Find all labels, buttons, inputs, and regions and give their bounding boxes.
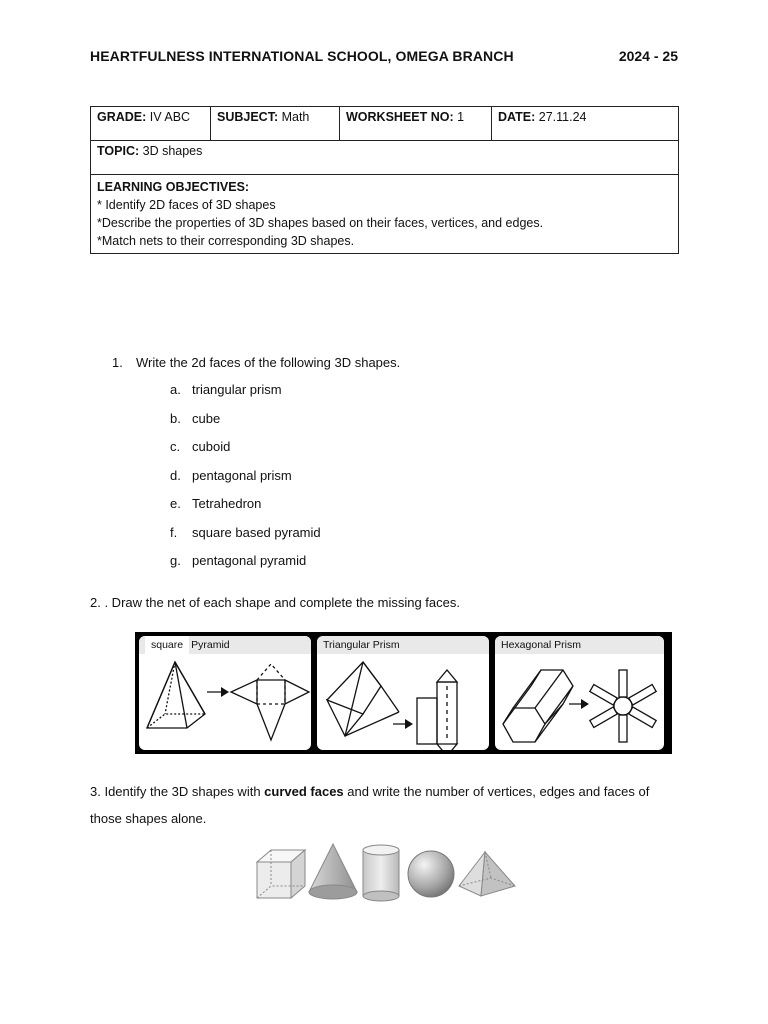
pyramid-net-illustration: [139, 654, 311, 750]
school-name: HEARTFULNESS INTERNATIONAL SCHOOL, OMEGA BRANCH: [90, 48, 514, 64]
question-1: [112, 355, 400, 370]
square-pyramid-shape: [459, 852, 515, 896]
objective-item: *Describe the properties of 3D shapes based on their faces, vertices, and edges.: [97, 216, 544, 230]
list-item: a. triangular prism: [170, 382, 282, 397]
topic-cell: TOPIC: 3D shapes: [91, 141, 679, 175]
objective-item: *Match nets to their corresponding 3D shapes.: [97, 234, 355, 248]
objectives-cell: [91, 175, 679, 254]
list-item: c. cuboid: [170, 439, 231, 454]
sphere-shape: [408, 851, 454, 897]
emphasis-text: curved faces: [264, 784, 344, 799]
cone-shape: [309, 844, 357, 899]
panel-title: Hexagonal Prism: [495, 636, 664, 654]
nets-figure: [135, 632, 672, 754]
question-3: 3. Identify the 3D shapes with curved faces and write the number of vertices, edges and faces of those shapes alone.: [90, 784, 650, 826]
hexagonal-prism-net-panel: [495, 636, 664, 750]
worksheet-no-cell: WORKSHEET NO: 1: [340, 107, 492, 141]
cube-shape: [257, 850, 305, 898]
question-1-list: [170, 382, 321, 582]
pyramid-net-panel: [139, 636, 311, 750]
question-2: 2. . Draw the net of each shape and complete the missing faces.: [90, 595, 460, 610]
cylinder-shape: [363, 845, 399, 901]
grade-cell: GRADE: IV ABC: [91, 107, 211, 141]
list-item: e. Tetrahedron: [170, 496, 262, 511]
hexagonal-prism-net-illustration: [495, 654, 664, 750]
triangular-prism-net-illustration: [317, 654, 489, 750]
academic-year: 2024 - 25: [618, 48, 678, 64]
question-text: Write the 2d faces of the following 3D shapes.: [136, 355, 401, 370]
objective-item: * Identify 2D faces of 3D shapes: [97, 198, 276, 212]
worksheet-info-table: [90, 106, 679, 254]
list-item: d. pentagonal prism: [170, 467, 292, 483]
page-header: [90, 48, 678, 68]
panel-title: Triangular Prism: [317, 636, 489, 654]
3d-shapes-illustration: [255, 840, 517, 904]
list-item: f. square based pyramid: [170, 524, 321, 540]
objectives-heading: LEARNING OBJECTIVES:: [97, 180, 250, 194]
date-cell: DATE: 27.11.24: [492, 107, 679, 141]
list-item: g. pentagonal pyramid: [170, 553, 307, 568]
panel-label-box: square: [145, 636, 189, 654]
panel-title: Pyramid: [191, 639, 230, 651]
subject-cell: SUBJECT: Math: [211, 107, 340, 141]
list-item: b. cube: [170, 410, 221, 426]
question-number: 1.: [112, 355, 123, 370]
triangular-prism-net-panel: [317, 636, 489, 750]
